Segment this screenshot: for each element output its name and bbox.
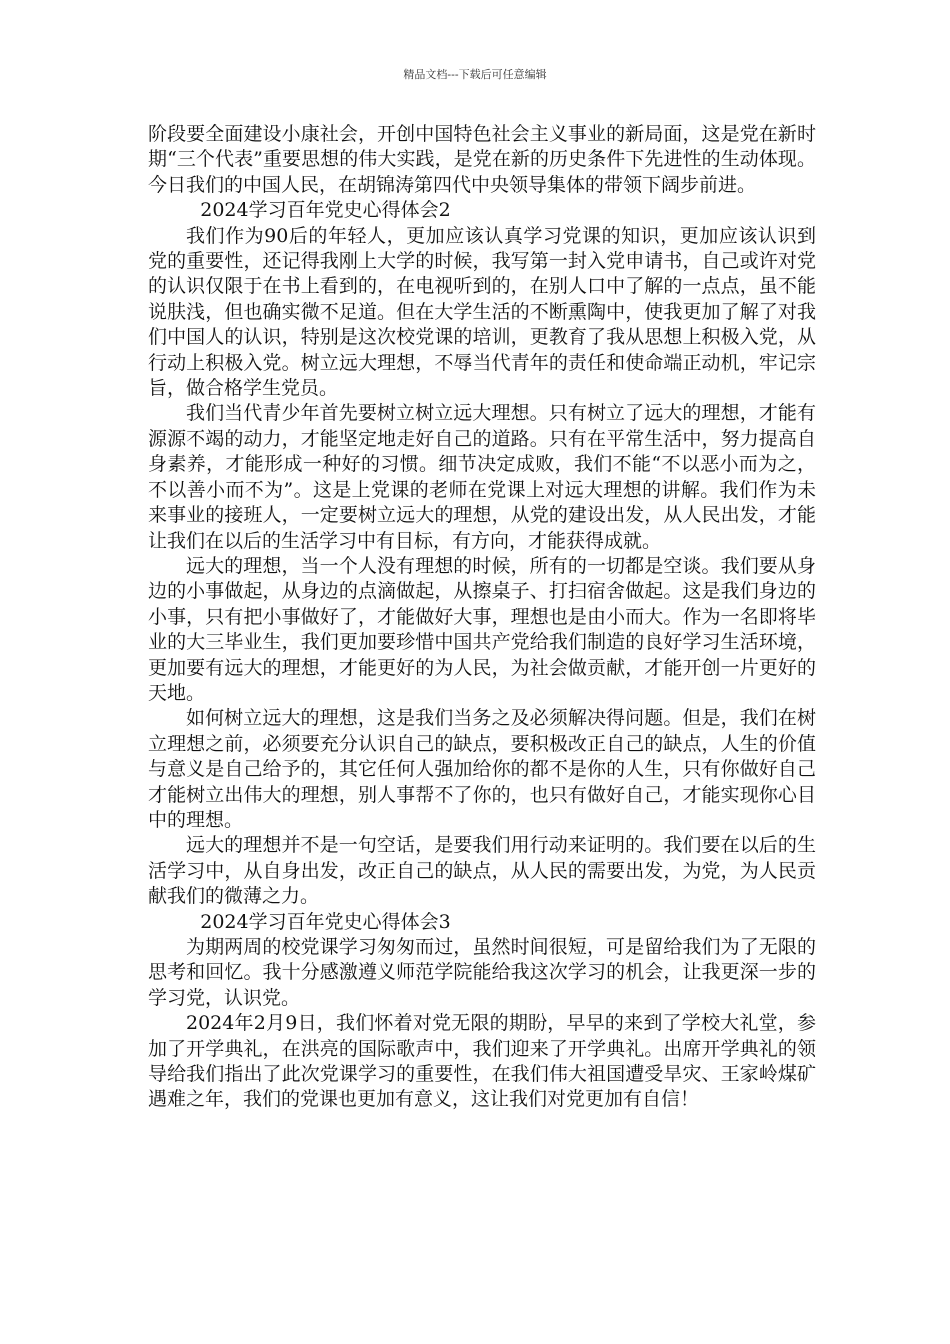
paragraph: 远大的理想并不是一句空话，是要我们用行动来证明的。我们要在以后的生活学习中，从自身出发，改正自己的缺点，从人民的需要出发，为党，为人民贡献我们的微薄之力。 bbox=[148, 834, 816, 908]
paragraph: 我们作为90后的年轻人，更加应该认真学习党课的知识，更加应该认识到党的重要性，还记得我刚上大学的时候，我写第一封入党申请书，自己或许对党的认识仅限于在书上看到的，在电视听到的，在别人口中了解的一点点，虽不能说肤浅，但也确实微不足道。但在大学生活的不断熏陶中，使我更加了解了对我们中国人的认识，特别是这次校党课的培训，更教育了我从思想上积极入党，从行动上积极入党。树立远大理想，不辱当代青年的责任和使命端正动机，牢记宗旨，做合格学生党员。 bbox=[148, 224, 816, 400]
page-header: 精品文档---下载后可任意编辑 bbox=[403, 68, 547, 81]
paragraph: 我们当代青少年首先要树立树立远大理想。只有树立了远大的理想，才能有源源不竭的动力，才能坚定地走好自己的道路。只有在平常生活中，努力提高自身素养，才能形成一种好的习惯。细节决定成败，我们不能“不以恶小而为之，不以善小而不为”。这是上党课的老师在党课上对远大理想的讲解。我们作为未来事业的接班人，一定要树立远大的理想，从党的建设出发，从人民出发，才能让我们在以后的生活学习中有目标，有方向，才能获得成就。 bbox=[148, 402, 816, 552]
section-heading: 2024学习百年党史心得体会3 bbox=[200, 910, 451, 933]
paragraph: 2024年2月9日，我们怀着对党无限的期盼，早早的来到了学校大礼堂，参加了开学典礼，在洪亮的国际歌声中，我们迎来了开学典礼。出席开学典礼的领导给我们指出了此次党课学习的重要性，在我们伟大祖国遭受旱灾、王家岭煤矿遇难之年，我们的党课也更加有意义，这让我们对党更加有自信！ bbox=[148, 1012, 816, 1111]
document-body bbox=[148, 122, 816, 1113]
paragraph-continuation: 阶段要全面建设小康社会，开创中国特色社会主义事业的新局面，这是党在新时期“三个代表”重要思想的伟大实践，是党在新的历史条件下先进性的生动体现。今日我们的中国人民，在胡锦涛第四代中央领导集体的带领下阔步前进。 bbox=[148, 123, 816, 196]
paragraph: 远大的理想，当一个人没有理想的时候，所有的一切都是空谈。我们要从身边的小事做起，从身边的点滴做起，从擦桌子、打扫宿舍做起。这是我们身边的小事，只有把小事做好了，才能做好大事，理想也是由小而大。作为一名即将毕业的大三毕业生，我们更加要珍惜中国共产党给我们制造的良好学习生活环境，更加要有远大的理想，才能更好的为人民，为社会做贡献，才能开创一片更好的天地。 bbox=[148, 554, 816, 704]
paragraph: 为期两周的校党课学习匆匆而过，虽然时间很短，可是留给我们为了无限的思考和回忆。我十分感激遵义师范学院能给我这次学习的机会，让我更深一步的学习党，认识党。 bbox=[148, 936, 816, 1009]
section-heading: 2024学习百年党史心得体会2 bbox=[200, 199, 451, 222]
paragraph: 如何树立远大的理想，这是我们当务之及必须解决得问题。但是，我们在树立理想之前，必须要充分认识自己的缺点，要积极改正自己的缺点，人生的价值与意义是自己给予的，其它任何人强加给你的都不是你的人生，只有你做好自己才能树立出伟大的理想，别人事帮不了你的，也只有做好自己，才能实现你心目中的理想。 bbox=[148, 707, 816, 831]
